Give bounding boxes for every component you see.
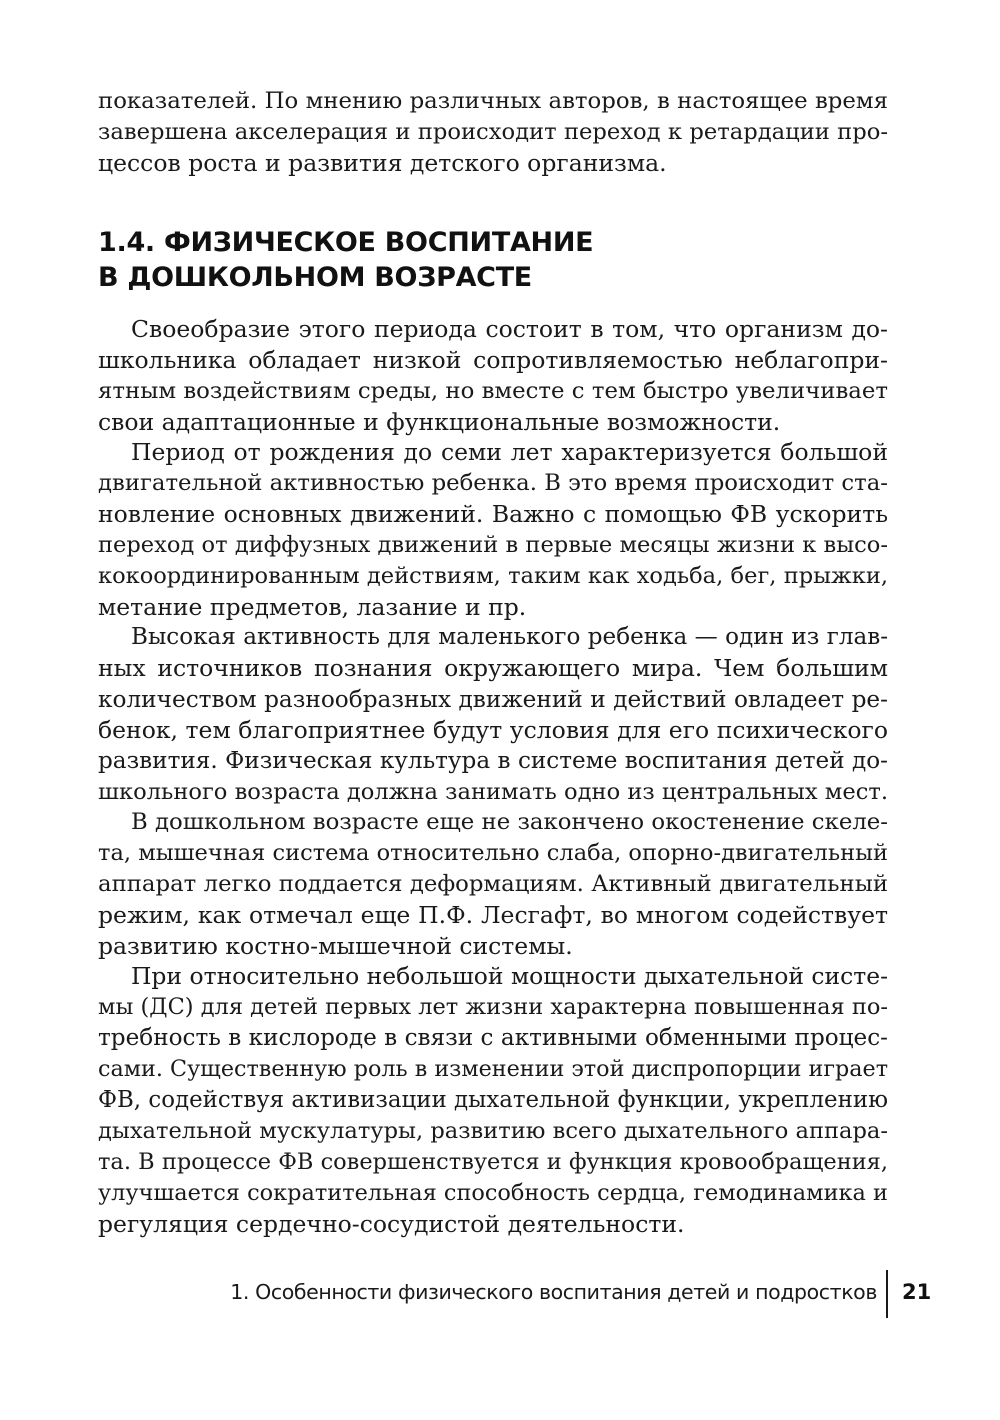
paragraph-5-line: улучшается сократительная способность сердца, гемодинамика и: [98, 1180, 888, 1206]
paragraph-1-line: Своеобразие этого периода состоит в том, что организм до-: [131, 315, 888, 343]
paragraph-4-line: та, мышечная система относительно слаба, опорно-двигательный: [98, 840, 888, 866]
paragraph-5-line: При относительно небольшой мощности дыхательной систе-: [131, 962, 888, 990]
intro-line: цессов роста и развития детского организма.: [98, 149, 667, 177]
paragraph-1-line: ятным воздействиям среды, но вместе с тем быстро увеличивает: [98, 378, 888, 404]
intro-line: завершена акселерация и происходит переход к ретардации про-: [98, 119, 888, 145]
paragraph-1-line: школьника обладает низкой сопротивляемостью неблагопри-: [98, 346, 888, 374]
footer-divider: [886, 1270, 888, 1318]
intro-line: показателей. По мнению различных авторов, в настоящее время: [98, 88, 888, 114]
paragraph-5-line: требность в кислороде в связи с активными обменными процес-: [98, 1025, 888, 1051]
paragraph-2-line: новление основных движений. Важно с помощью ФВ ускорить: [98, 500, 888, 528]
paragraph-3-line: школьного возраста должна занимать одно из центральных мест.: [98, 779, 889, 805]
section-title-line-2: В ДОШКОЛЬНОМ ВОЗРАСТЕ: [98, 262, 532, 293]
paragraph-5-line: сами. Существенную роль в изменении этой диспропорции играет: [98, 1056, 888, 1082]
paragraph-4-line: режим, как отмечал еще П.Ф. Лесгафт, во многом содействует: [98, 901, 888, 929]
paragraph-2-line: метание предметов, лазание и пр.: [98, 593, 527, 621]
paragraph-5-line: ФВ, содействуя активизации дыхательной функции, укреплению: [98, 1087, 888, 1113]
paragraph-5-line: та. В процессе ФВ совершенствуется и функция кровообращения,: [98, 1149, 888, 1175]
paragraph-3-line: бенок, тем благоприятнее будут условия для его психического: [98, 716, 888, 744]
paragraph-2-line: двигательной активностью ребенка. В это время происходит ста-: [98, 470, 888, 496]
paragraph-1-line: свои адаптационные и функциональные возможности.: [98, 408, 781, 436]
paragraph-4-line: В дошкольном возрасте еще не закончено окостенение скеле-: [131, 809, 888, 835]
paragraph-2-line: кокоординированным действиям, таким как ходьба, бег, прыжки,: [98, 563, 888, 589]
section-title-line-1: 1.4. ФИЗИЧЕСКОЕ ВОСПИТАНИЕ: [98, 227, 594, 258]
paragraph-2-line: Период от рождения до семи лет характеризуется большой: [131, 438, 888, 466]
paragraph-3-line: Высокая активность для маленького ребенка — один из глав-: [131, 624, 888, 650]
running-footer-chapter-title: 1. Особенности физического воспитания детей и подростков: [230, 1280, 877, 1304]
page-number: 21: [902, 1280, 932, 1304]
paragraph-4-line: развитию костно-мышечной системы.: [98, 932, 573, 960]
paragraph-3-line: развития. Физическая культура в системе воспитания детей до-: [98, 748, 888, 774]
paragraph-5-line: мы (ДС) для детей первых лет жизни характерна повышенная по-: [98, 994, 888, 1020]
paragraph-3-line: количеством разнообразных движений и действий овладеет ре-: [98, 686, 888, 713]
paragraph-2-line: переход от диффузных движений в первые месяцы жизни к высо-: [98, 532, 888, 558]
paragraph-4-line: аппарат легко поддается деформациям. Активный двигательный: [98, 871, 888, 897]
paragraph-5-line: дыхательной мускулатуры, развитию всего дыхательного аппара-: [98, 1118, 888, 1144]
paragraph-3-line: ных источников познания окружающего мира. Чем большим: [98, 654, 888, 682]
paragraph-5-line: регуляция сердечно-сосудистой деятельности.: [98, 1210, 685, 1238]
